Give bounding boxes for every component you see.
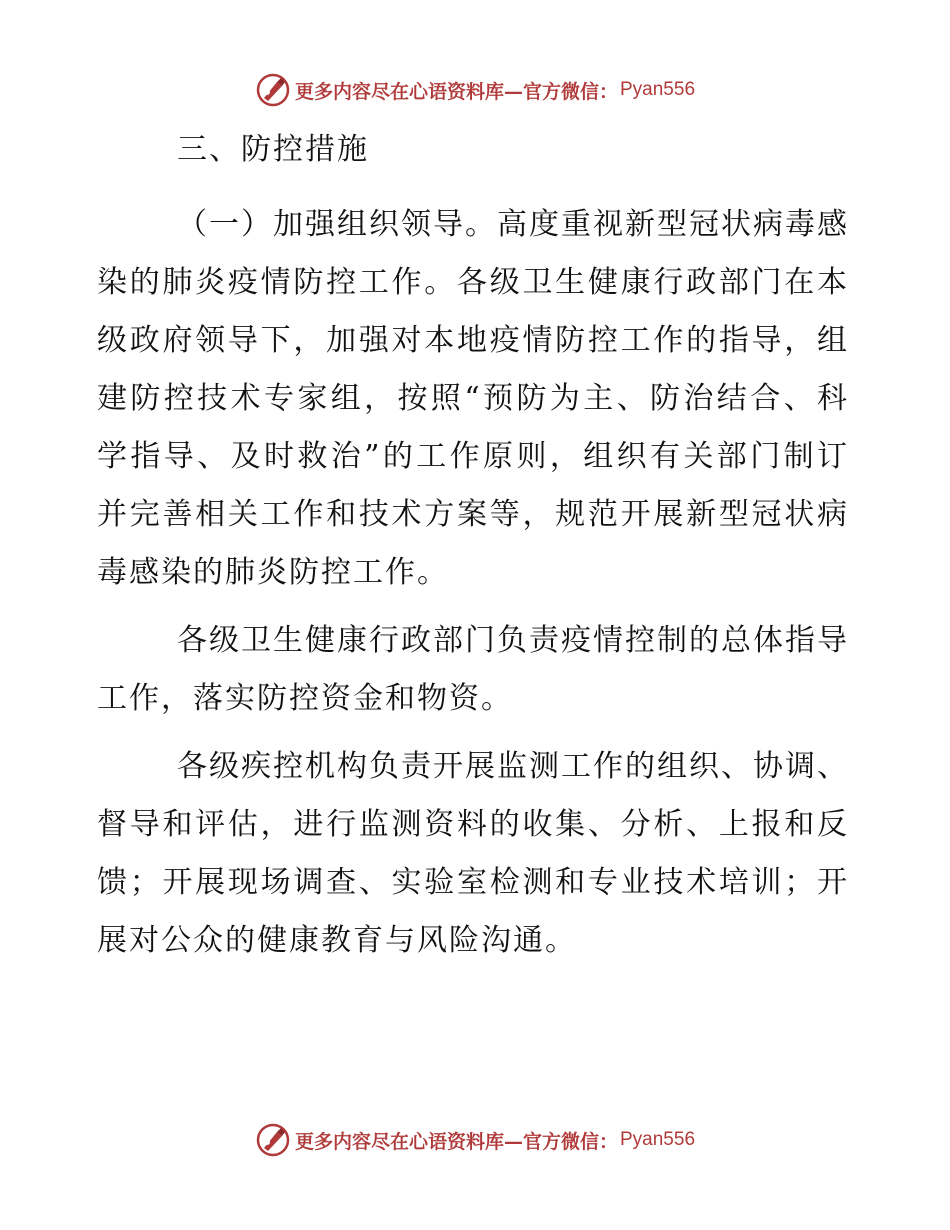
header-watermark [0, 70, 950, 110]
paragraph: （一）加强组织领导。高度重视新型冠状病毒感染的肺炎疫情防控工作。各级卫生健康行政部门在本级政府领导下，加强对本地疫情防控工作的指导，组建防控技术专家组，按照“预防为主、防治结合、科学指导、及时救治”的工作原则，组织有关部门制订并完善相关工作和技术方案等，规范开展新型冠状病毒感染的肺炎防控工作。 [97, 207, 849, 590]
watermark-account: Pyan556 [620, 1129, 696, 1150]
pen-nib-logo-icon [255, 72, 291, 108]
footer-watermark [0, 1120, 950, 1160]
watermark-text: 更多内容尽在心语资料库—官方微信： [294, 1130, 618, 1153]
paragraph: 各级疾控机构负责开展监测工作的组织、协调、督导和评估，进行监测资料的收集、分析、上报和反馈；开展现场调查、实验室检测和专业技术培训；开展对公众的健康教育与风险沟通。 [97, 749, 849, 958]
paragraph: 各级卫生健康行政部门负责疫情控制的总体指导工作，落实防控资金和物资。 [97, 623, 849, 716]
document-body [97, 122, 849, 970]
watermark-account: Pyan556 [620, 79, 696, 100]
pen-nib-logo-icon [255, 1122, 291, 1158]
section-heading: 三、防控措施 [177, 132, 369, 167]
watermark-text: 更多内容尽在心语资料库—官方微信： [294, 80, 618, 103]
